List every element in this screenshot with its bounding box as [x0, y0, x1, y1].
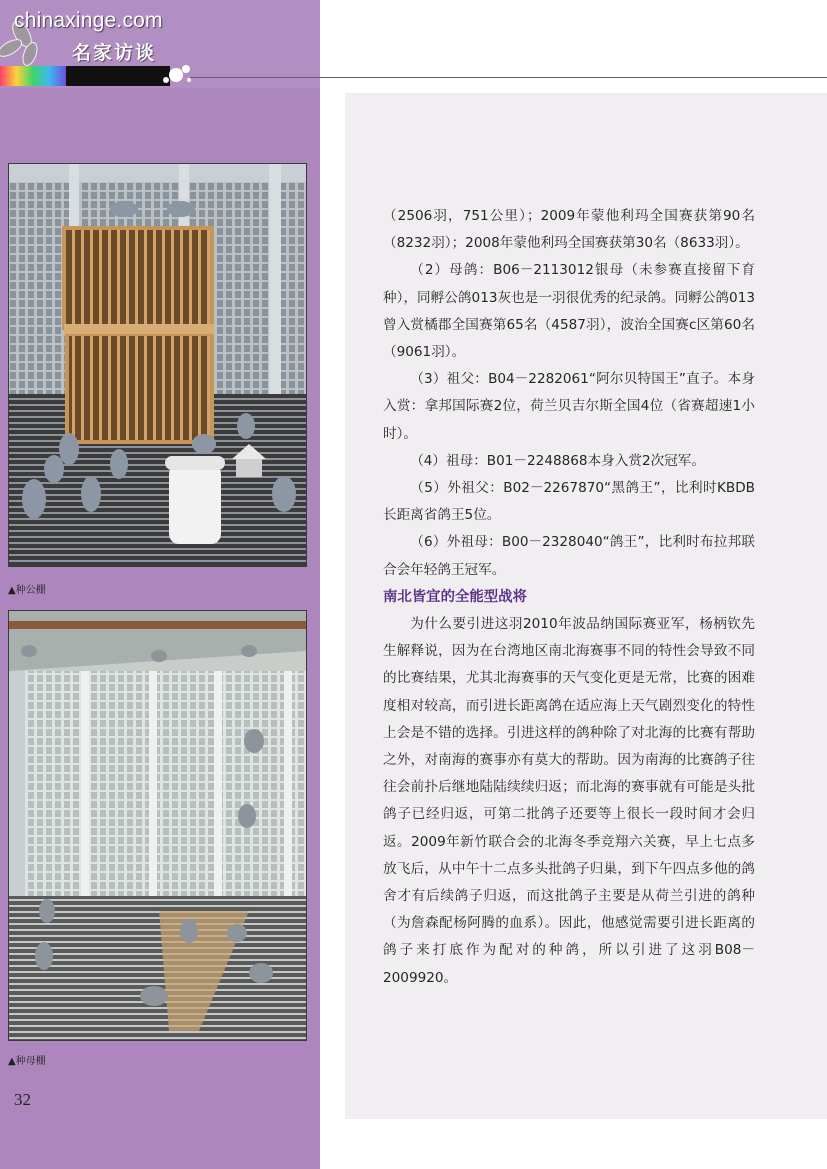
article-paragraph: （6）外祖母：B00－2328040“鸽王”，比利时布拉邦联合会年轻鸽王冠军。 [383, 534, 755, 578]
article-paragraph: （4）祖母：B01－2248868本身入赏2次冠军。 [410, 452, 705, 469]
site-watermark: chinaxinge.com [14, 9, 163, 32]
photo-caption: ▲种母棚 [8, 1056, 46, 1067]
photo-caption: ▲种公棚 [8, 585, 46, 596]
header-black-band [66, 66, 170, 86]
photo-male-loft [8, 163, 307, 567]
article-paragraph: （2506羽，751公里）；2009年蒙他利玛全国赛获第90名（8232羽）；2008年蒙他利玛全国赛获第30名（8633羽）。 [383, 208, 755, 252]
article-paragraph: （3）祖父：B04－2282061“阿尔贝特国王”直子。本身入赏：拿邦国际赛2位，荷兰贝吉尔斯全国4位（省赛超速1小时）。 [383, 371, 755, 442]
photo-female-loft [8, 610, 307, 1041]
article-paragraph: 为什么要引进这羽2010年波品纳国际赛亚军，杨柄钦先生解释说，因为在台湾地区南北海赛事不同的特性会导致不同的比赛结果，尤其北海赛事的天气变化更是无常，比赛的困难度相对较高，而引进长距离鸽在适应海上天气剧烈变化的特性上会是不错的选择。引进这样的鸽种除了对北海的比赛有帮助之外，对南海的赛事亦有莫大的帮助。因为南海的比赛鸽子往往会前扑后继地陆陆续续归返；而北海的赛事就有可能是头批鸽子已经归返，可第二批鸽子还要等上很长一段时间才会归返。2009年新竹联合会的北海冬季竞翔六关赛，早上七点多放飞后，从中午十二点多头批鸽子归巢，到下午四点多他的鸽舍才有后续鸽子归返，而这批鸽子主要是从荷兰引进的鸽种（为詹森配杨阿腾的血系）。因此，他感觉需要引进长距离的鸽子来打底作为配对的种鸽，所以引进了这羽B08－2009920。 [383, 616, 755, 986]
rainbow-bar [0, 66, 66, 86]
header-rule [190, 77, 827, 78]
section-title: 名家访谈 [72, 42, 157, 64]
article-subheading: 南北皆宜的全能型战将 [383, 588, 527, 605]
article-body [383, 203, 755, 992]
article-paragraph: （5）外祖父：B02－2267870“黑鸽王”，比利时KBDB长距离省鸽王5位。 [383, 480, 755, 524]
article-paragraph: （2）母鸽：B06－2113012银母（未参赛直接留下育种），同孵公鸽013灰也是一羽很优秀的纪录鸽。同孵公鸽013曾入赏橘郡全国赛第65名（4587羽），波治全国赛c区第60名（9061羽）。 [383, 262, 755, 361]
dots-ornament-icon [158, 62, 194, 88]
page-number: 32 [14, 1090, 31, 1109]
